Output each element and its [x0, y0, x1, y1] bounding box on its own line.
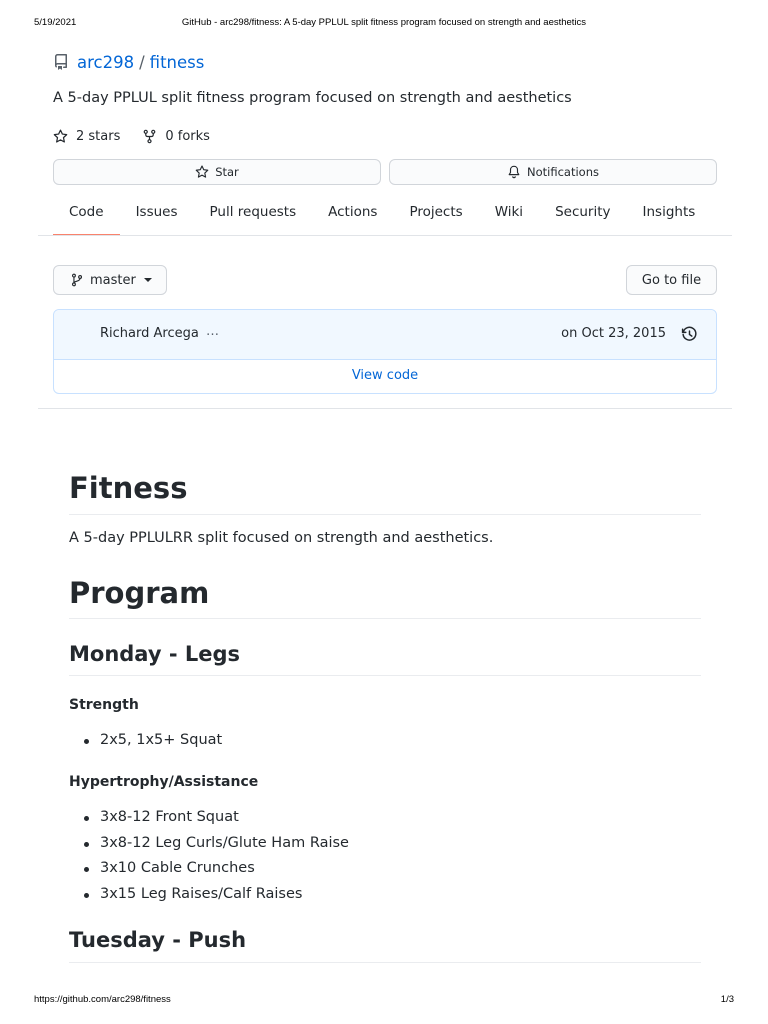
commit-bar [54, 310, 716, 360]
tuesday-heading: Tuesday - Push [69, 928, 247, 952]
repo-name-link[interactable]: fitness [149, 52, 205, 72]
assistance-list [69, 805, 701, 907]
chevron-down-icon [144, 278, 152, 282]
strength-heading: Strength [69, 697, 139, 713]
title-rule [69, 514, 701, 515]
strength-list [69, 728, 701, 754]
readme-title: Fitness [69, 471, 188, 505]
tab-projects[interactable]: Projects [409, 204, 463, 220]
tabs-divider [38, 235, 732, 236]
star-icon [53, 129, 68, 144]
tab-code[interactable]: Code [53, 196, 120, 236]
branch-select-button[interactable] [53, 265, 167, 295]
stars-count: 2 stars [76, 128, 121, 144]
tab-pull-requests[interactable]: Pull requests [209, 204, 297, 220]
monday-heading: Monday - Legs [69, 642, 241, 666]
branch-icon [70, 273, 84, 287]
print-page-number: 1/3 [720, 994, 734, 1005]
repo-owner-link[interactable]: arc298 [77, 52, 135, 72]
program-rule [69, 618, 701, 619]
tab-actions[interactable]: Actions [328, 204, 378, 220]
star-button[interactable] [53, 159, 381, 185]
notifications-button-label: Notifications [527, 165, 599, 179]
go-to-file-button[interactable]: Go to file [626, 265, 717, 295]
print-url: https://github.com/arc298/fitness [34, 994, 171, 1005]
commit-message-expand[interactable]: … [206, 324, 219, 339]
list-item: 2x5, 1x5+ Squat [69, 728, 701, 754]
print-date: 5/19/2021 [34, 17, 77, 28]
tab-wiki[interactable]: Wiki [494, 204, 524, 220]
book-icon [53, 54, 69, 70]
repo-nav-tabs [53, 196, 711, 236]
forks-count: 0 forks [165, 128, 210, 144]
assistance-heading: Hypertrophy/Assistance [69, 774, 259, 790]
bell-icon [507, 165, 521, 179]
tab-insights[interactable]: Insights [642, 204, 696, 220]
repo-separator: / [139, 52, 145, 72]
repo-counts [53, 127, 210, 145]
tuesday-rule [69, 962, 701, 963]
list-item: 3x15 Leg Raises/Calf Raises [69, 882, 701, 908]
history-icon[interactable] [681, 326, 698, 347]
notifications-button[interactable] [389, 159, 717, 185]
commit-author-link[interactable]: Richard Arcega [100, 326, 199, 341]
section-divider [38, 408, 732, 409]
latest-commit-box [53, 309, 717, 394]
print-title: GitHub - arc298/fitness: A 5-day PPLUL split fitness program focused on strength and aesthetics [181, 17, 587, 28]
readme-intro: A 5-day PPLULRR split focused on strength and aesthetics. [69, 530, 494, 546]
tab-security[interactable]: Security [555, 204, 611, 220]
commit-date[interactable]: on Oct 23, 2015 [561, 326, 666, 341]
forks-link[interactable] [142, 129, 210, 144]
list-item: 3x8-12 Leg Curls/Glute Ham Raise [69, 831, 701, 857]
repo-description: A 5-day PPLUL split fitness program focused on strength and aesthetics [53, 90, 572, 106]
fork-icon [142, 129, 157, 144]
branch-name: master [90, 272, 136, 288]
stars-link[interactable] [53, 129, 120, 144]
list-item: 3x10 Cable Crunches [69, 856, 701, 882]
monday-rule [69, 675, 701, 676]
list-item: 3x8-12 Front Squat [69, 805, 701, 831]
program-heading: Program [69, 576, 210, 610]
print-footer [0, 994, 768, 1006]
tab-issues[interactable]: Issues [135, 204, 178, 220]
view-code-link[interactable]: View code [351, 368, 419, 383]
print-header [0, 17, 768, 29]
star-button-label: Star [215, 165, 239, 179]
repo-title [53, 51, 204, 73]
star-icon [195, 165, 209, 179]
